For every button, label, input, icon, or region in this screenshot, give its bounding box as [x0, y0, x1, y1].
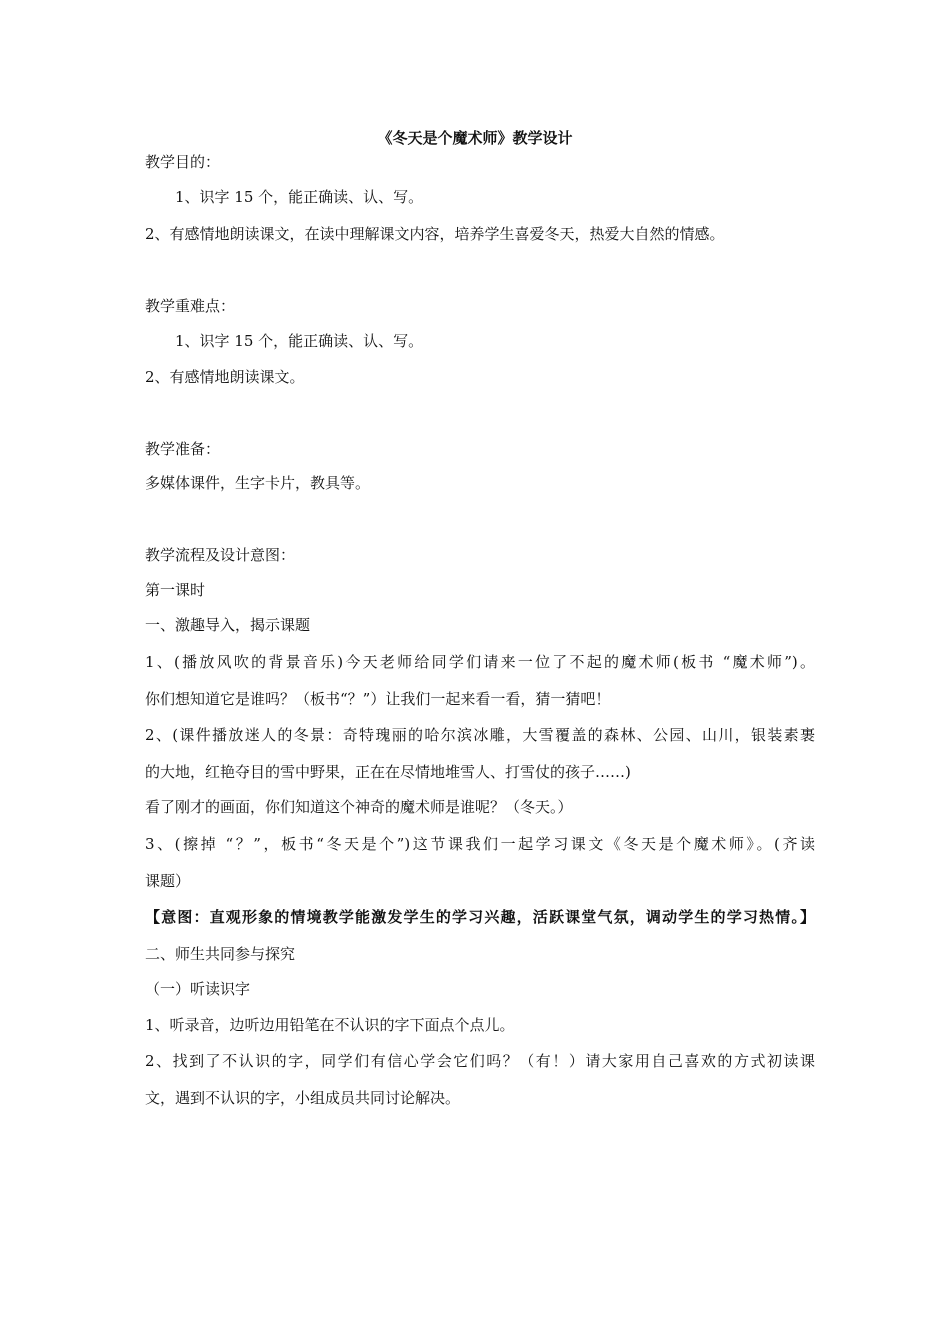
paragraph-2-line-2: 的大地，红艳夺目的雪中野果，正在在尽情地堆雪人、打雪仗的孩子……): [145, 763, 631, 781]
paragraph-3-line-1: 3、(擦掉 “？”，板书“冬天是个”)这节课我们一起学习课文《冬天是个魔术师》。(齐读: [145, 835, 815, 853]
key-points-item-1: 1、识字 15 个，能正确读、认、写。: [175, 332, 424, 350]
paragraph-1-line-2: 你们想知道它是谁吗？（板书“？”）让我们一起来看一看，猜一猜吧！: [145, 690, 611, 708]
paragraph-3-line-2: 课题）: [145, 872, 191, 890]
key-points-item-2: 2、有感情地朗读课文。: [145, 368, 305, 386]
paragraph-2-line-3: 看了刚才的画面，你们知道这个神奇的魔术师是谁呢？（冬天。）: [145, 798, 573, 816]
preparation-text: 多媒体课件，生字卡片，教具等。: [145, 474, 371, 492]
subsection-1-item-2-line-2: 文，遇到不认识的字，小组成员共同讨论解决。: [145, 1089, 461, 1107]
document-title: 《冬天是个魔术师》教学设计: [377, 129, 573, 147]
subsection-1-item-1: 1、听录音，边听边用铅笔在不认识的字下面点个点儿。: [145, 1016, 515, 1034]
subsection-1-heading: （一）听读识字: [145, 980, 251, 998]
key-points-heading: 教学重难点：: [145, 297, 236, 315]
objectives-item-2: 2、有感情地朗读课文，在读中理解课文内容，培养学生喜爱冬天，热爱大自然的情感。: [145, 225, 725, 243]
design-intent-note: 【意图：直观形象的情境教学能激发学生的学习兴趣，活跃课堂气氛，调动学生的学习热情。】: [145, 908, 815, 926]
objectives-item-1: 1、识字 15 个，能正确读、认、写。: [175, 188, 424, 206]
preparation-heading: 教学准备：: [145, 440, 221, 458]
paragraph-1-line-1: 1、(播放风吹的背景音乐)今天老师给同学们请来一位了不起的魔术师(板书 “魔术师”)。: [145, 653, 815, 671]
lesson-label: 第一课时: [145, 581, 206, 599]
process-heading: 教学流程及设计意图：: [145, 546, 296, 564]
part2-heading: 二、师生共同参与探究: [145, 945, 296, 963]
objectives-heading: 教学目的：: [145, 153, 221, 171]
paragraph-2-line-1: 2、(课件播放迷人的冬景：奇特瑰丽的哈尔滨冰雕，大雪覆盖的森林、公园、山川，银装素裹: [145, 726, 815, 744]
subsection-1-item-2-line-1: 2、找到了不认识的字，同学们有信心学会它们吗？（有！）请大家用自己喜欢的方式初读课: [145, 1052, 815, 1070]
part1-heading: 一、激趣导入，揭示课题: [145, 616, 311, 634]
